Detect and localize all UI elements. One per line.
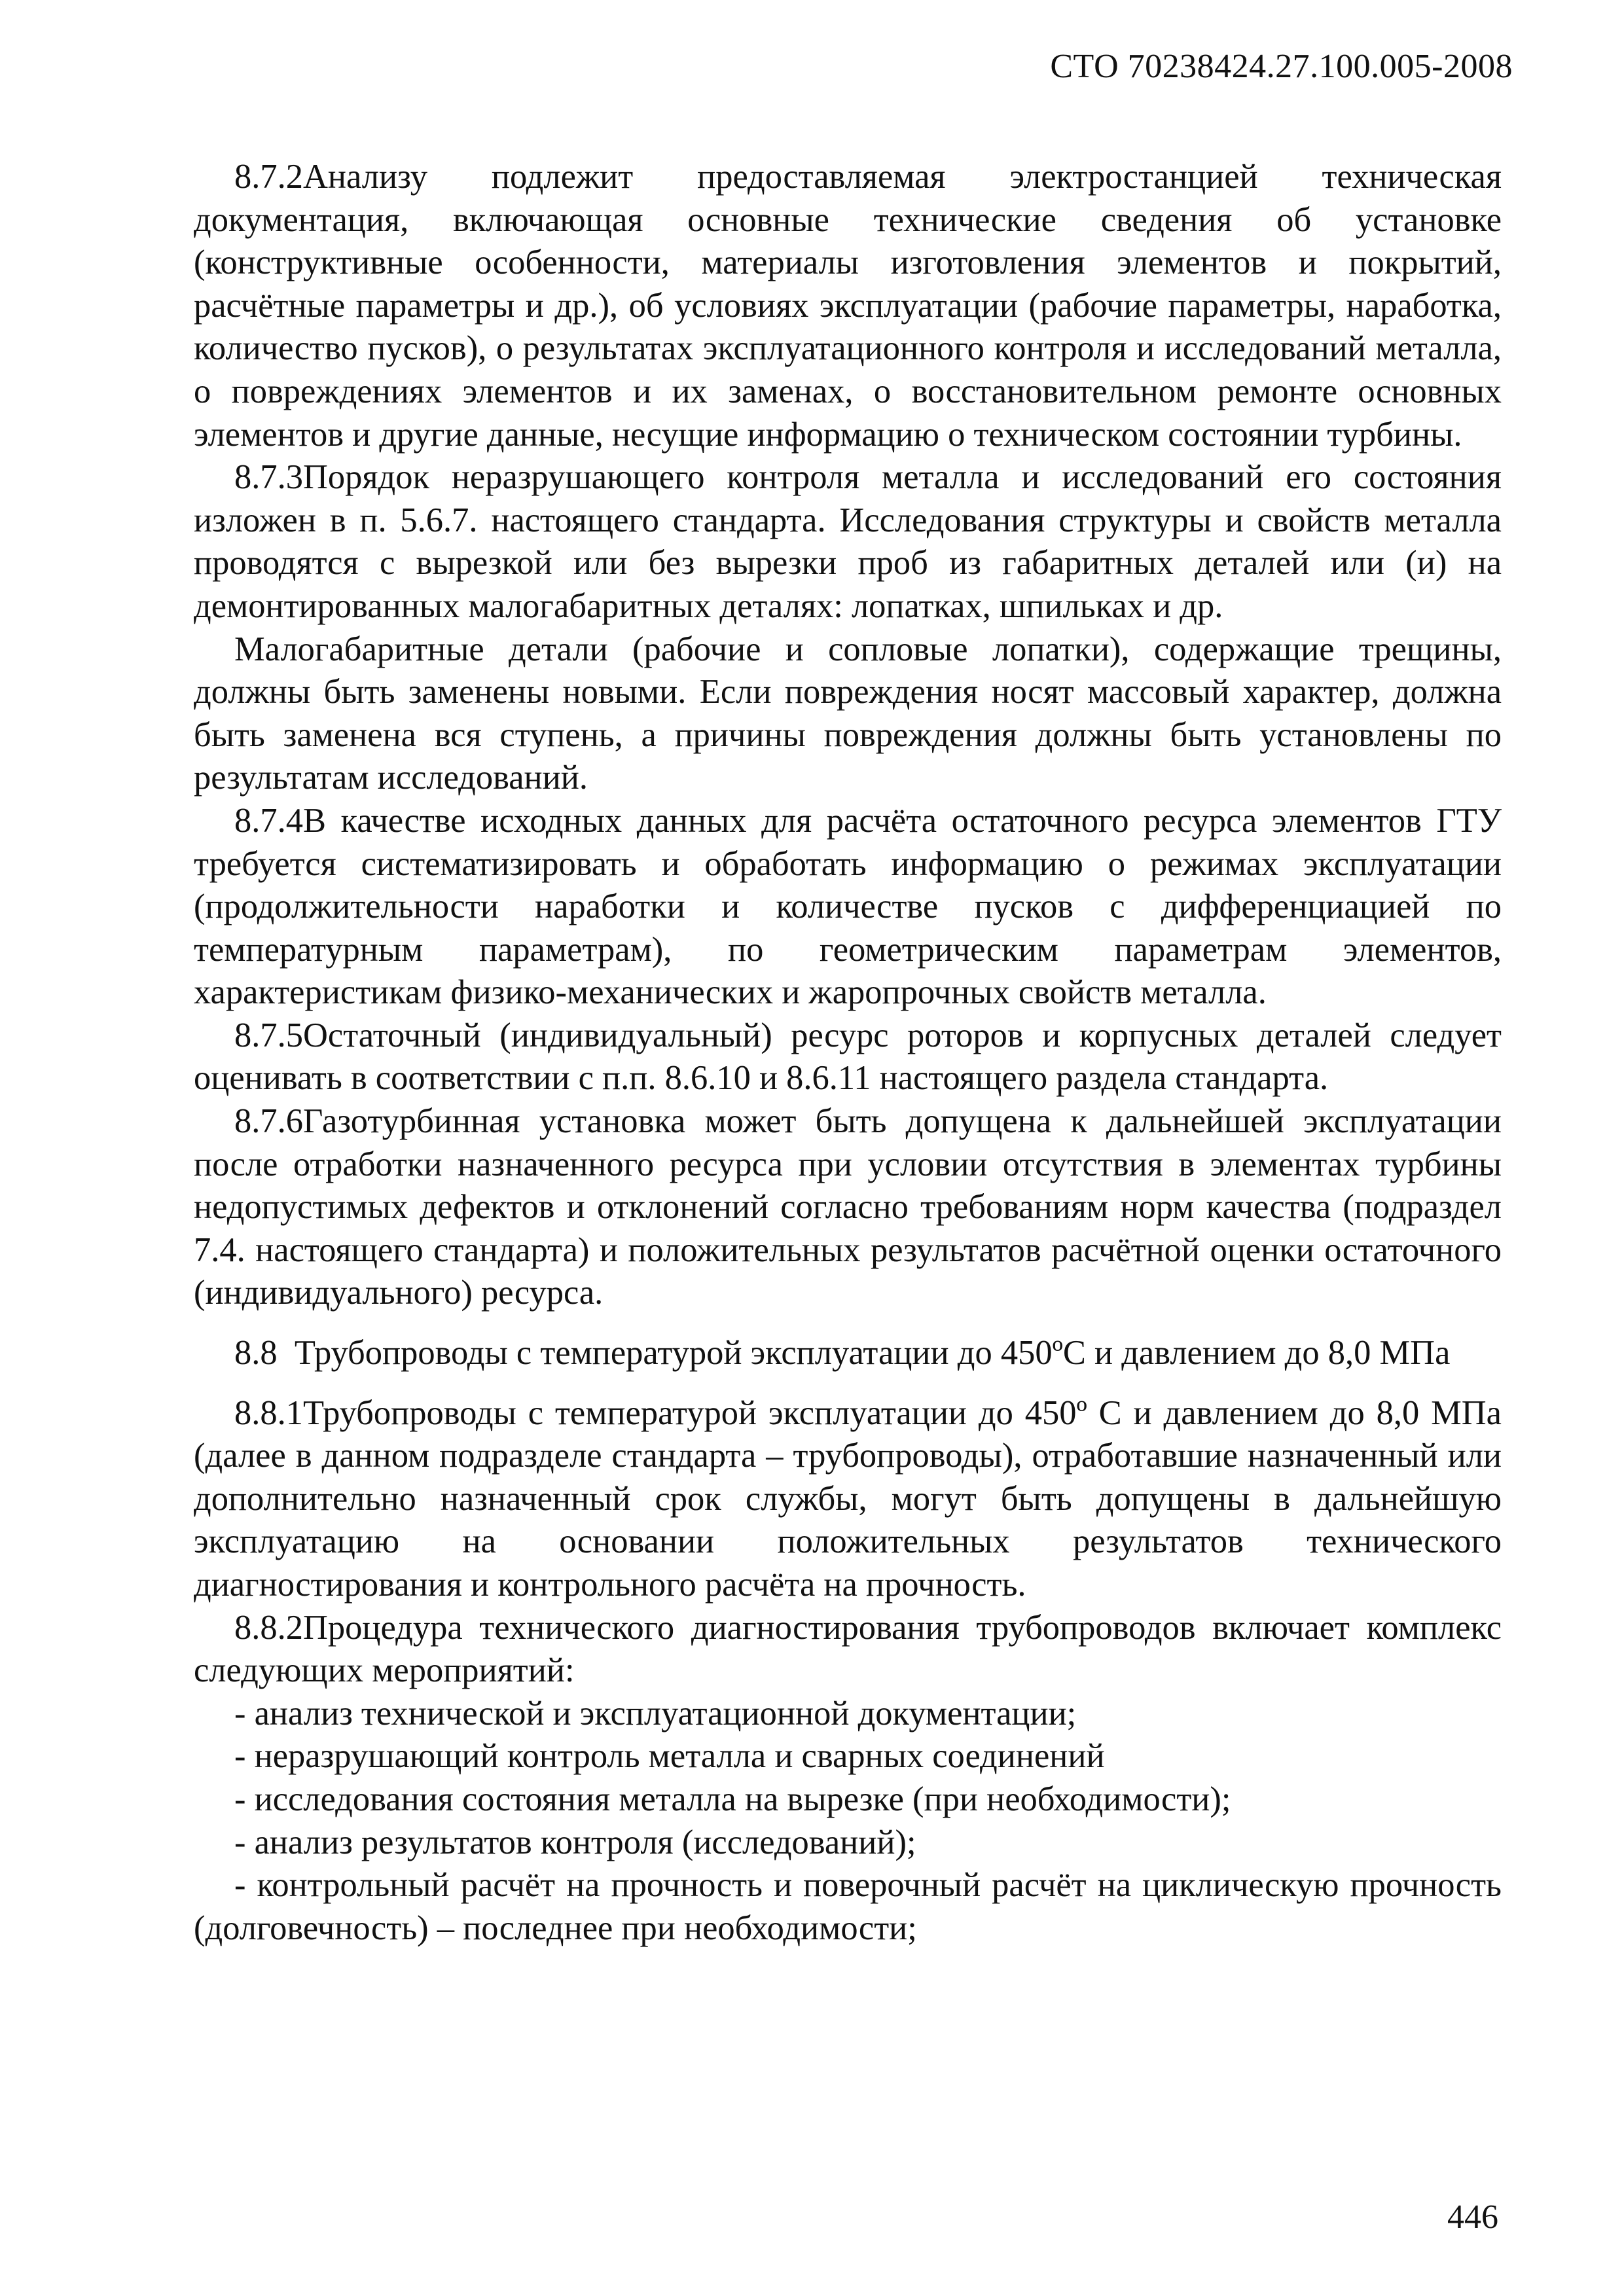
paragraph-text: Порядок неразрушающего контроля металла и исследований его состояния изложен в п. 5.6.7. настоящего стандарта. Исследования структуры и свойств металла проводятся с вырезкой или без вырезки проб из габаритных деталей или (и) на демонтированных малогабаритных деталях: лопатках, шпильках и др.: [194, 458, 1502, 625]
section-number: 8.8: [234, 1334, 278, 1372]
paragraph-text: Остаточный (индивидуальный) ресурс роторов и корпусных деталей следует оценивать в соответствии с п.п. 8.6.10 и 8.6.11 настоящего раздела стандарта.: [194, 1016, 1502, 1098]
section-title: Трубопроводы с температурой эксплуатации до 450ºС и давлением до 8,0 МПа: [294, 1334, 1451, 1372]
paragraph-8-7-3: [194, 456, 1502, 628]
paragraph-text: Процедура технического диагностирования трубопроводов включает комплекс следующих мероприятий:: [194, 1608, 1502, 1690]
paragraph-number: 8.8.1: [234, 1393, 303, 1432]
paragraph-8-8-2: [194, 1607, 1502, 1693]
page-number: 446: [1447, 2198, 1498, 2236]
paragraph-number: 8.7.2: [234, 158, 303, 196]
paragraph-text: В качестве исходных данных для расчёта остаточного ресурса элементов ГТУ требуется систематизировать и обработать информацию о режимах эксплуатации (продолжительности наработки и количестве пусков с дифференциацией по температурным параметрам), по геометрическим параметрам элементов, характеристикам физико-механических и жаропрочных свойств металла.: [194, 801, 1502, 1012]
section-heading-8-8: [194, 1332, 1502, 1375]
paragraph-number: 8.7.3: [234, 458, 303, 497]
paragraph-number: 8.8.2: [234, 1608, 303, 1647]
paragraph-number: 8.7.4: [234, 801, 303, 840]
paragraph-text: Малогабаритные детали (рабочие и сопловые лопатки), содержащие трещины, должны быть заменены новыми. Если повреждения носят массовый характер, должна быть заменена вся ступень, а причины повреждения должны быть установлены по результатам исследований.: [194, 630, 1502, 797]
paragraph-text: Трубопроводы с температурой эксплуатации до 450º С и давлением до 8,0 МПа (далее в данном подразделе стандарта – трубопроводы), отработавшие назначенный или дополнительно назначенный срок службы, могут быть допущены в дальнейшую эксплуатацию на основании положительных результатов технического диагностирования и контрольного расчёта на прочность.: [194, 1393, 1502, 1604]
list-item: - контрольный расчёт на прочность и поверочный расчёт на циклическую прочность (долговечность) – последнее при необходимости;: [194, 1866, 1502, 1947]
document-code: СТО 70238424.27.100.005-2008: [1050, 48, 1513, 85]
list-item: - неразрушающий контроль металла и сварных соединений: [234, 1737, 1105, 1776]
list-item: - анализ технической и эксплуатационной документации;: [234, 1694, 1077, 1732]
paragraph-text: Газотурбинная установка может быть допущена к дальнейшей эксплуатации после отработки назначенного ресурса при условии отсутствия в элементах турбины недопустимых дефектов и отклонений согласно требованиям норм качества (подраздел 7.4. настоящего стандарта) и положительных результатов расчётной оценки остаточного (индивидуального) ресурса.: [194, 1102, 1502, 1312]
paragraph-8-7-4: [194, 800, 1502, 1014]
paragraph-8-7-6: [194, 1100, 1502, 1315]
paragraph-text: Анализу подлежит предоставляемая электростанцией техническая документация, включающая основные технические сведения об установке (конструктивные особенности, материалы изготовления элементов и покрытий, расчётные параметры и др.), об условиях эксплуатации (рабочие параметры, наработка, количество пусков), о результатах эксплуатационного контроля и исследований металла, о повреждениях элементов и их заменах, о восстановительном ремонте основных элементов и другие данные, несущие информацию о техническом состоянии турбины.: [194, 158, 1502, 454]
list-item: - исследования состояния металла на вырезке (при необходимости);: [234, 1780, 1231, 1818]
paragraph-small-parts: [194, 628, 1502, 800]
list-item: - анализ результатов контроля (исследований);: [234, 1823, 916, 1861]
paragraph-number: 8.7.5: [234, 1016, 303, 1054]
document-body: [194, 156, 1502, 1950]
paragraph-8-8-1: [194, 1392, 1502, 1607]
paragraph-8-7-2: [194, 156, 1502, 456]
paragraph-8-7-5: [194, 1014, 1502, 1100]
paragraph-number: 8.7.6: [234, 1102, 303, 1141]
